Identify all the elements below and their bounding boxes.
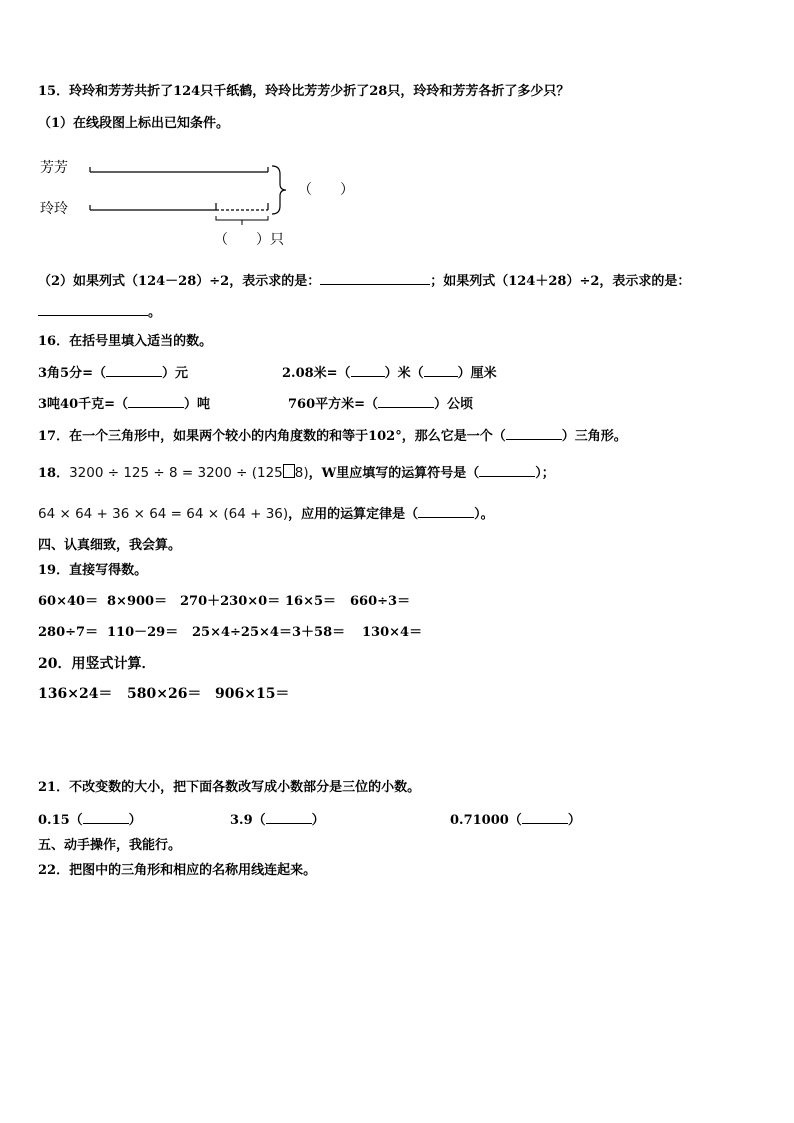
segment-diagram[interactable] — [36, 148, 366, 256]
q16-row2-right — [288, 395, 473, 413]
q16-title: 16．在括号里填入适当的数。 — [38, 334, 213, 349]
expr-part: 8) — [294, 465, 309, 481]
q15-part2-a: （2）如果列式（124－28）÷2，表示求的是： — [38, 274, 321, 289]
answer-blank[interactable] — [522, 811, 568, 824]
q19-item: 280÷7＝ — [38, 625, 99, 640]
answer-blank[interactable] — [266, 811, 312, 824]
q17-text — [38, 427, 627, 445]
q18-line2 — [38, 505, 494, 523]
q16-text: 3吨40千克=（ — [38, 397, 129, 412]
q18-text2-a: ，应用的运算定律是（ — [288, 507, 419, 522]
q19-item: 8×900＝ — [107, 594, 168, 609]
section-4-heading: 四、认真细致，我会算。 — [38, 538, 182, 553]
answer-blank[interactable] — [424, 364, 458, 377]
answer-blank[interactable] — [351, 364, 385, 377]
q21-number: 3.9（ — [230, 813, 266, 828]
q17-text-a: 17．在一个三角形中，如果两个较小的内角度数的和等于102°，那么它是一个（ — [38, 429, 506, 444]
q19-item: 660÷3＝ — [350, 594, 411, 609]
q21-item — [450, 811, 581, 829]
q19-item: 16×5＝ — [285, 594, 337, 609]
answer-blank[interactable] — [378, 395, 434, 408]
q19-title: 19．直接写得数。 — [38, 563, 148, 578]
brace-blank: （ ） — [298, 182, 354, 198]
q18-line1 — [38, 464, 555, 482]
q15-part1: （1）在线段图上标出已知条件。 — [38, 116, 230, 131]
q16-text: 760平方米=（ — [288, 397, 379, 412]
q16-text: ）米（ — [384, 366, 424, 381]
q18-number: 18． — [38, 466, 70, 481]
q19-item: 270＋230×0＝ — [180, 594, 281, 609]
q20-item: 580×26＝ — [127, 686, 202, 702]
answer-blank[interactable] — [106, 364, 162, 377]
q15-part2-line2 — [38, 303, 161, 321]
q20-title: 20．用竖式计算． — [38, 656, 156, 672]
q16-text: ）吨 — [184, 397, 211, 412]
answer-blank[interactable] — [479, 464, 535, 477]
q19-item: 3＋58＝ — [292, 625, 346, 640]
operator-box[interactable] — [283, 464, 295, 478]
q21-close: ） — [567, 813, 581, 828]
q15-part2-b: ；如果列式（124＋28）÷2，表示求的是： — [430, 274, 691, 289]
q19-item: 130×4＝ — [362, 625, 423, 640]
q21-title: 21．不改变数的大小，把下面各数改写成小数部分是三位的小数。 — [38, 780, 421, 795]
q18-expression1 — [69, 465, 309, 481]
q16-row1-right — [282, 364, 497, 382]
q21-close: ） — [128, 813, 142, 828]
q21-item — [230, 811, 325, 829]
q16-row2-left — [38, 395, 210, 413]
answer-blank[interactable] — [128, 395, 184, 408]
q21-number: 0.15（ — [38, 813, 83, 828]
q16-text: 3角5分=（ — [38, 366, 106, 381]
q15-part2 — [38, 272, 690, 290]
q20-item: 906×15＝ — [215, 686, 290, 702]
q16-text: ）元 — [161, 366, 188, 381]
q19-item: 25×4÷25×4＝ — [192, 625, 292, 640]
q21-close: ） — [311, 813, 325, 828]
expr-part: 3200 ÷ 125 ÷ 8 = 3200 ÷ (125 — [69, 465, 283, 481]
q16-text: 2.08米=（ — [282, 366, 351, 381]
answer-blank[interactable] — [320, 272, 430, 285]
q16-text: ）厘米 — [457, 366, 497, 381]
diff-blank: （ ）只 — [214, 232, 284, 248]
q19-item: 110－29＝ — [107, 625, 179, 640]
q16-text: ）公顷 — [434, 397, 474, 412]
q21-item — [38, 811, 142, 829]
answer-blank[interactable] — [83, 811, 129, 824]
answer-blank[interactable] — [506, 427, 562, 440]
q15-part2-end: 。 — [148, 305, 162, 320]
q15-question: 15．玲玲和芳芳共折了124只千纸鹤，玲玲比芳芳少折了28只，玲玲和芳芳各折了多少只？ — [38, 84, 570, 99]
answer-blank[interactable] — [418, 505, 474, 518]
answer-blank[interactable] — [38, 303, 148, 316]
q17-text-b: ）三角形。 — [561, 429, 627, 444]
section-5-heading: 五、动手操作，我能行。 — [38, 838, 182, 853]
q16-row1-left — [38, 364, 188, 382]
q18-text2-b: ）。 — [474, 507, 494, 522]
label-lingling: 玲玲 — [40, 201, 68, 217]
q20-item: 136×24＝ — [38, 686, 113, 702]
q18-text1-a: ，W里应填写的运算符号是（ — [308, 466, 480, 481]
q18-expression2: 64 × 64 + 36 × 64 = 64 × (64 + 36) — [38, 506, 289, 522]
q21-number: 0.71000（ — [450, 813, 522, 828]
q19-item: 60×40＝ — [38, 594, 99, 609]
q22-title: 22．把图中的三角形和相应的名称用线连起来。 — [38, 863, 317, 878]
label-fangfang: 芳芳 — [40, 160, 68, 176]
q18-text1-b: ）； — [535, 466, 555, 481]
